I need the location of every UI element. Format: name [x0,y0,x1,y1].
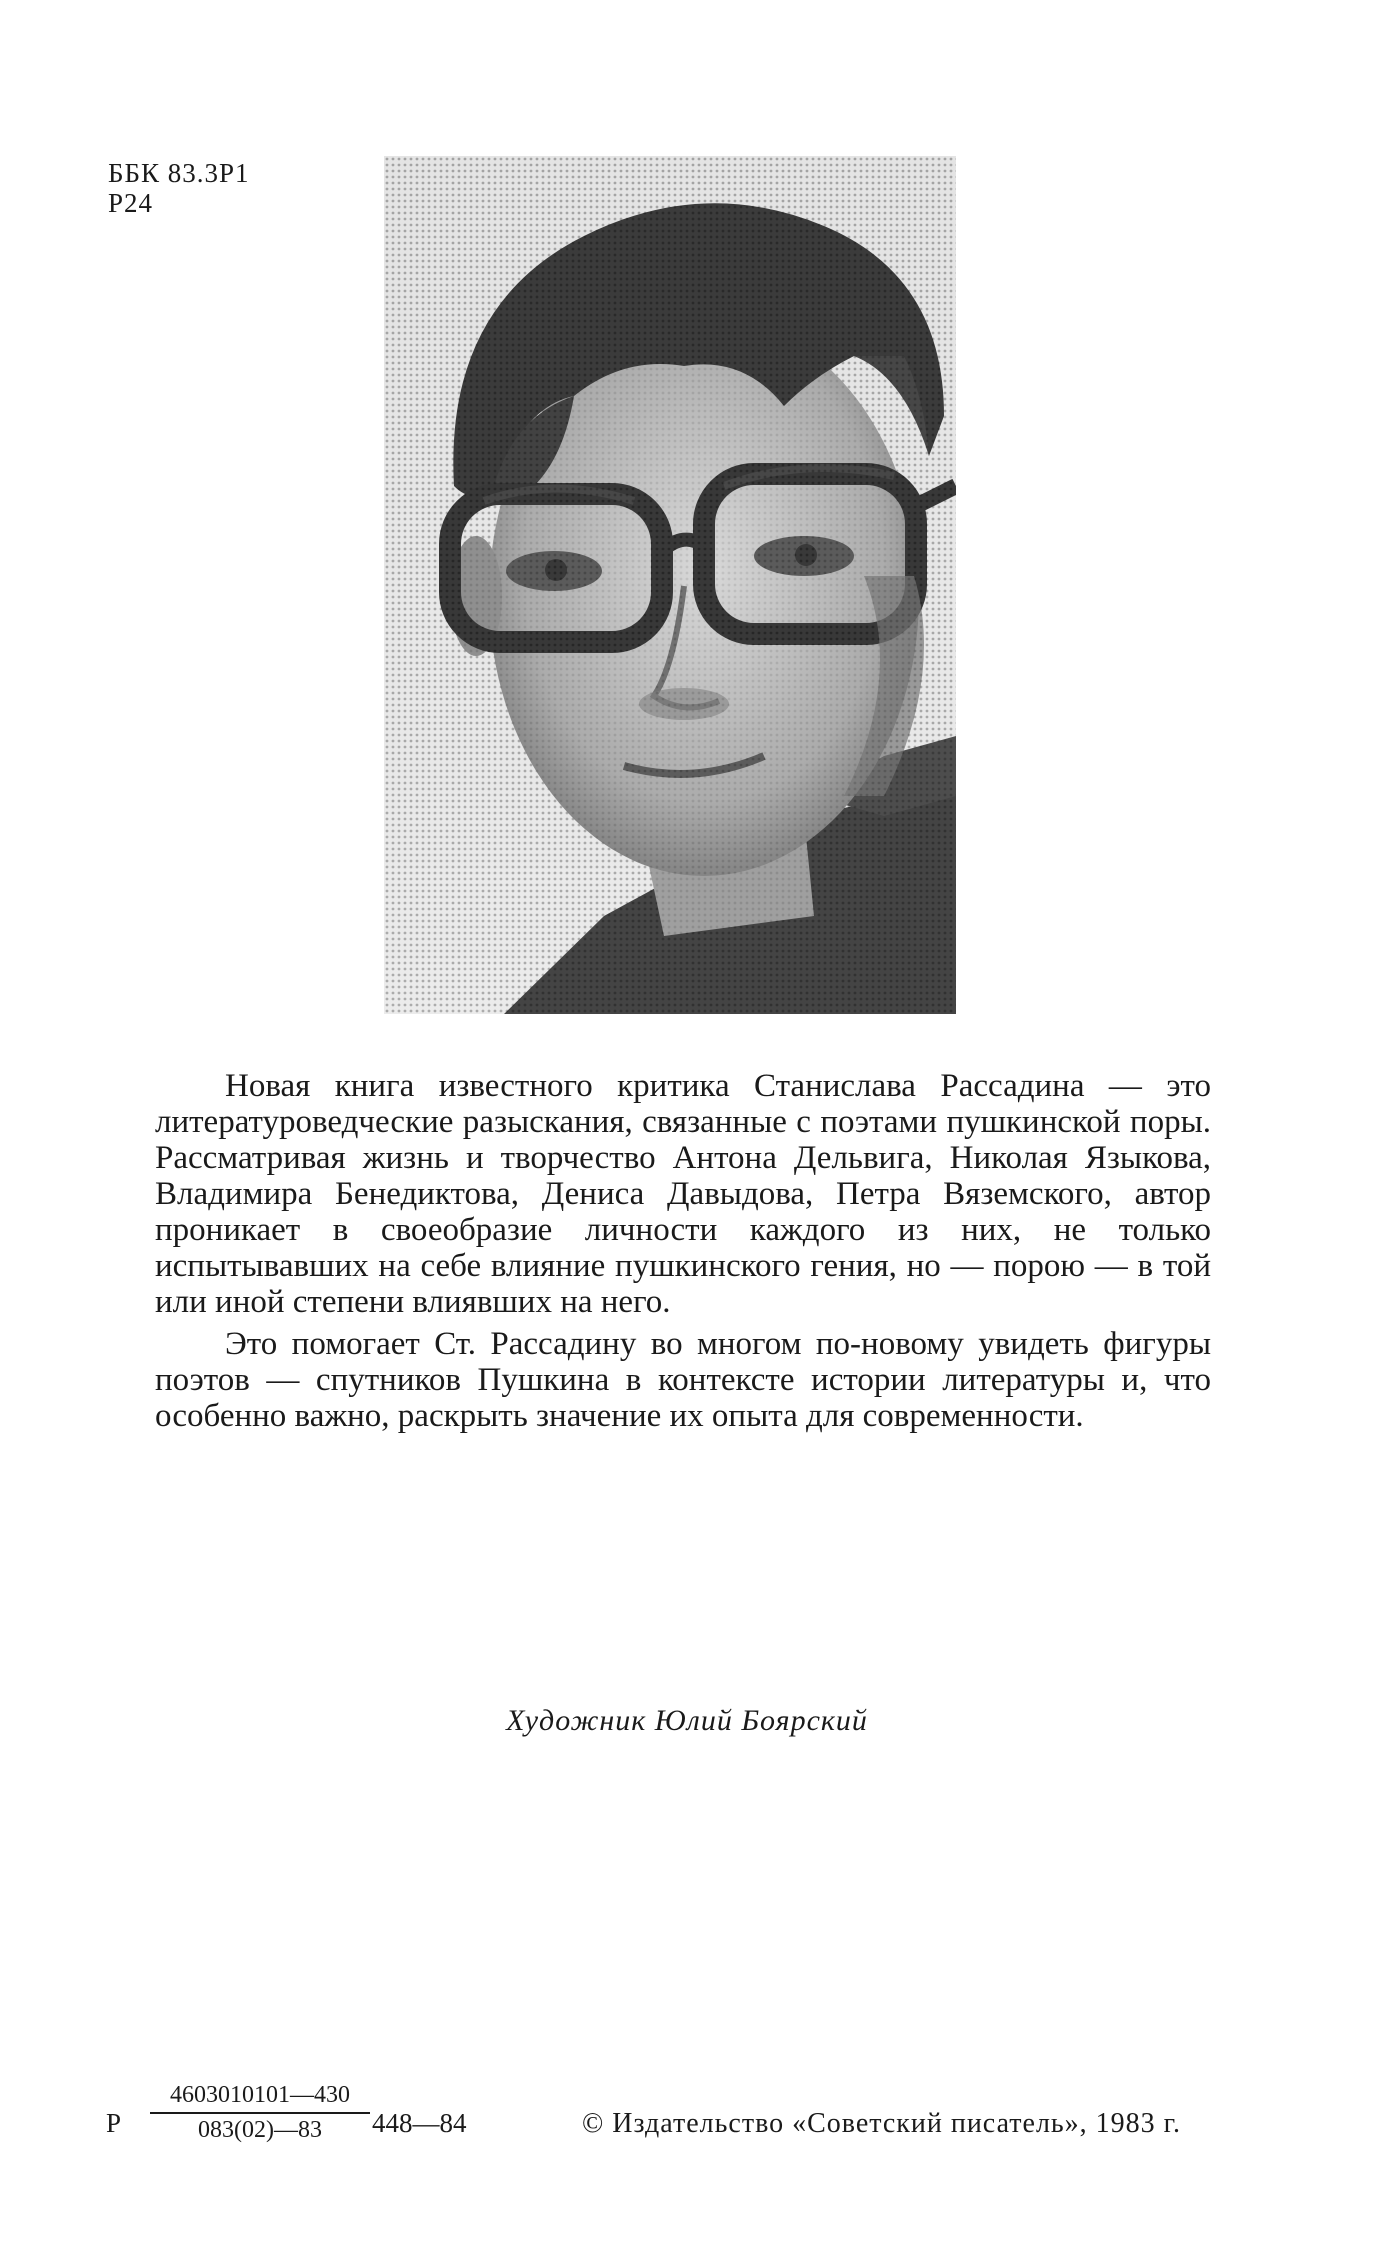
imprint-letter: Р [106,2108,122,2138]
bbk-code: ББК 83.3Р1 [108,158,250,188]
classification-block [108,158,250,218]
artist-credit: Художник Юлий Боярский [506,1704,868,1737]
summary-paragraph-2: Это помогает Ст. Рассадину во многом по-новому увидеть фигуры поэтов — спутников Пушкина в контексте истории литературы и, что особенно важно, раскрыть значение их опыта для современности. [155,1326,1211,1434]
summary-paragraph-1: Новая книга известного критика Станислава Рассадина — это литературоведческие разыскания, связанные с поэтами пушкинской поры. Рассматривая жизнь и творчество Антона Дельвига, Николая Языкова, Владимира Бенедиктова, Дениса Давыдова, Петра Вяземского, автор проникает в своеобразие личности каждого из них, не только испытывавших на себе влияние пушкинского гения, но — порою — в той или иной степени влиявших на него. [155,1068,1211,1320]
imprint-order: 448—84 [372,2108,467,2138]
portrait-photo [384,156,956,1014]
author-portrait [384,156,956,1014]
imprint-numerator: 4603010101—430 [150,2082,370,2114]
publication-imprint [106,2066,1286,2146]
copyright-line: © Издательство «Советский писатель», 1983 г. [582,2108,1182,2139]
book-summary [155,1068,1211,1434]
author-mark: Р24 [108,188,154,218]
imprint-denominator: 083(02)—83 [198,2117,322,2143]
imprint-fraction [150,2082,370,2144]
